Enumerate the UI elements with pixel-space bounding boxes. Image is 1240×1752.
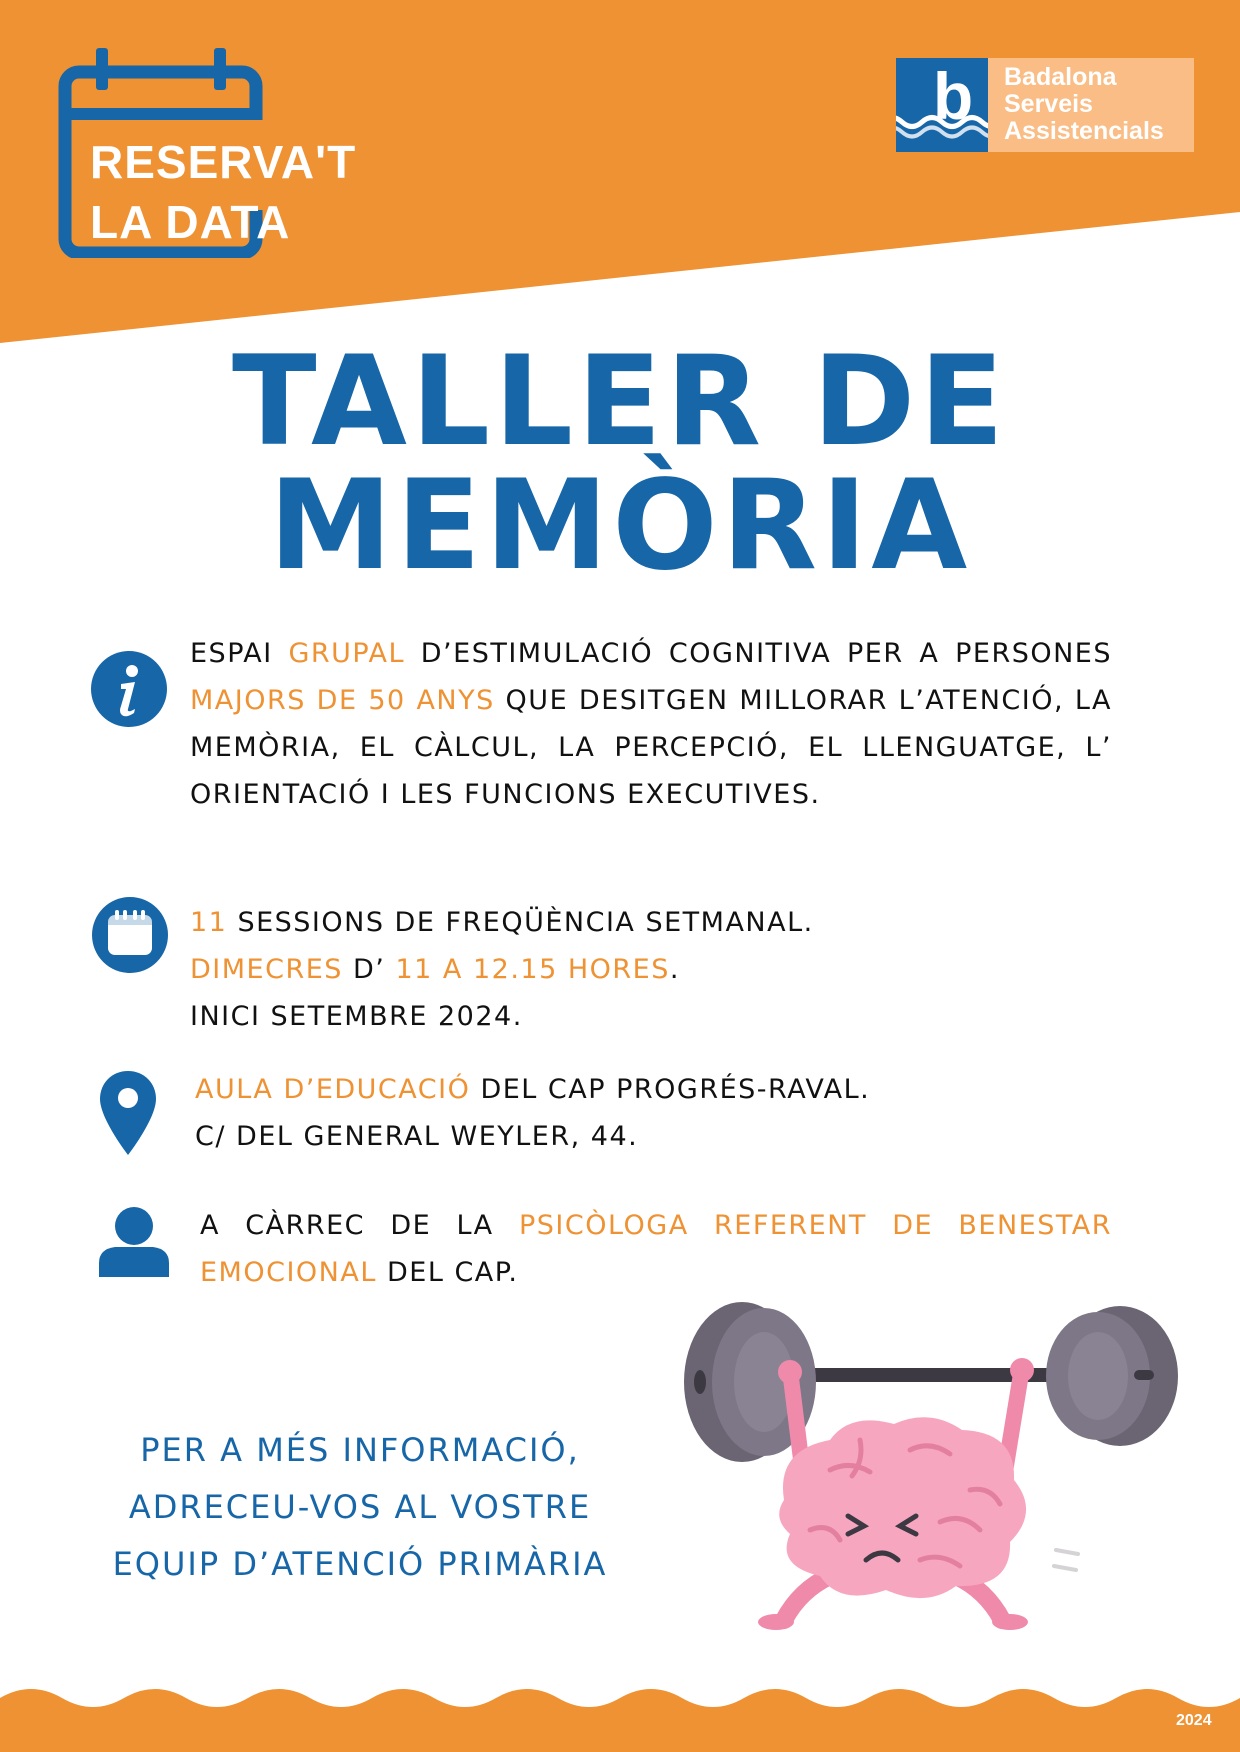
info-icon [91, 651, 167, 727]
more-info-text [60, 1422, 660, 1593]
brain-weightlifting-illustration [680, 1290, 1200, 1630]
title-line-1: TALLER DE [232, 330, 1008, 474]
location-pin-icon [100, 1071, 156, 1155]
logo-letter: b [932, 59, 974, 133]
info-highlight-age: MAJORS DE 50 ANYS [190, 685, 495, 716]
info-text-part: ESPAI [190, 638, 289, 669]
reserve-date-line2: LA DATA [90, 196, 291, 248]
schedule-line-1 [190, 899, 1090, 946]
logo-line-3: Assistencials [1004, 117, 1164, 145]
logo-text [1004, 64, 1164, 145]
reserve-date-line1: RESERVA'T [90, 136, 357, 188]
sessions-count: 11 [190, 907, 228, 938]
info-text-part: D’ESTIMULACIÓ COGNITIVA PER A PERSONES [404, 638, 1112, 669]
schedule-line-3: INICI SETEMBRE 2024. [190, 1001, 523, 1032]
info-text-part: QUE DESITGEN MILLORAR L’ATENCIÓ, LA MEMÒRIA, EL CÀLCUL, LA PERCEPCIÓ, EL LLENGUATGE, L’ ORIENTACIÓ I LES FUNCIONS EXECUTIVES. [190, 685, 1112, 810]
logo-line-1: Badalona [1004, 63, 1117, 91]
reserve-date-text [90, 132, 356, 252]
schedule-text-part: . [669, 954, 680, 985]
info-text [190, 630, 1112, 818]
schedule-hours: 11 A 12.15 HORES [395, 954, 670, 985]
person-text-part: A CÀRREC DE LA [200, 1210, 519, 1241]
location-text-part: DEL CAP PROGRÉS-RAVAL. [470, 1074, 871, 1105]
more-info-line-1: PER A MÉS INFORMACIÓ, [140, 1431, 580, 1469]
badalona-logo [896, 58, 1194, 152]
location-line-1 [195, 1066, 1095, 1113]
person-icon [99, 1207, 169, 1277]
schedule-text-part: D’ [342, 954, 396, 985]
location-room: AULA D’EDUCACIÓ [195, 1074, 471, 1105]
logo-line-2: Serveis [1004, 90, 1093, 118]
person-text-part: DEL CAP. [376, 1257, 519, 1288]
calendar-icon [92, 897, 168, 973]
more-info-line-3: EQUIP D’ATENCIÓ PRIMÀRIA [112, 1545, 608, 1583]
year-label: 2024 [1176, 1712, 1212, 1729]
info-highlight-group: GRUPAL [288, 638, 405, 669]
schedule-text [190, 899, 1090, 1040]
page-title [0, 330, 1240, 598]
more-info-line-2: ADRECEU-VOS AL VOSTRE [128, 1488, 592, 1526]
location-text [195, 1066, 1095, 1160]
footer-wave-banner [0, 1680, 1240, 1752]
schedule-line-2 [190, 946, 1090, 993]
schedule-day: DIMECRES [190, 954, 343, 985]
schedule-text-part: SESSIONS DE FREQÜÈNCIA SETMANAL. [227, 907, 814, 938]
title-line-2: MEMÒRIA [268, 454, 972, 598]
location-line-2: C/ DEL GENERAL WEYLER, 44. [195, 1121, 639, 1152]
person-text [200, 1202, 1112, 1296]
person-role: PSICÒLOGA REFERENT DE BENESTAR EMOCIONAL [200, 1210, 1112, 1288]
